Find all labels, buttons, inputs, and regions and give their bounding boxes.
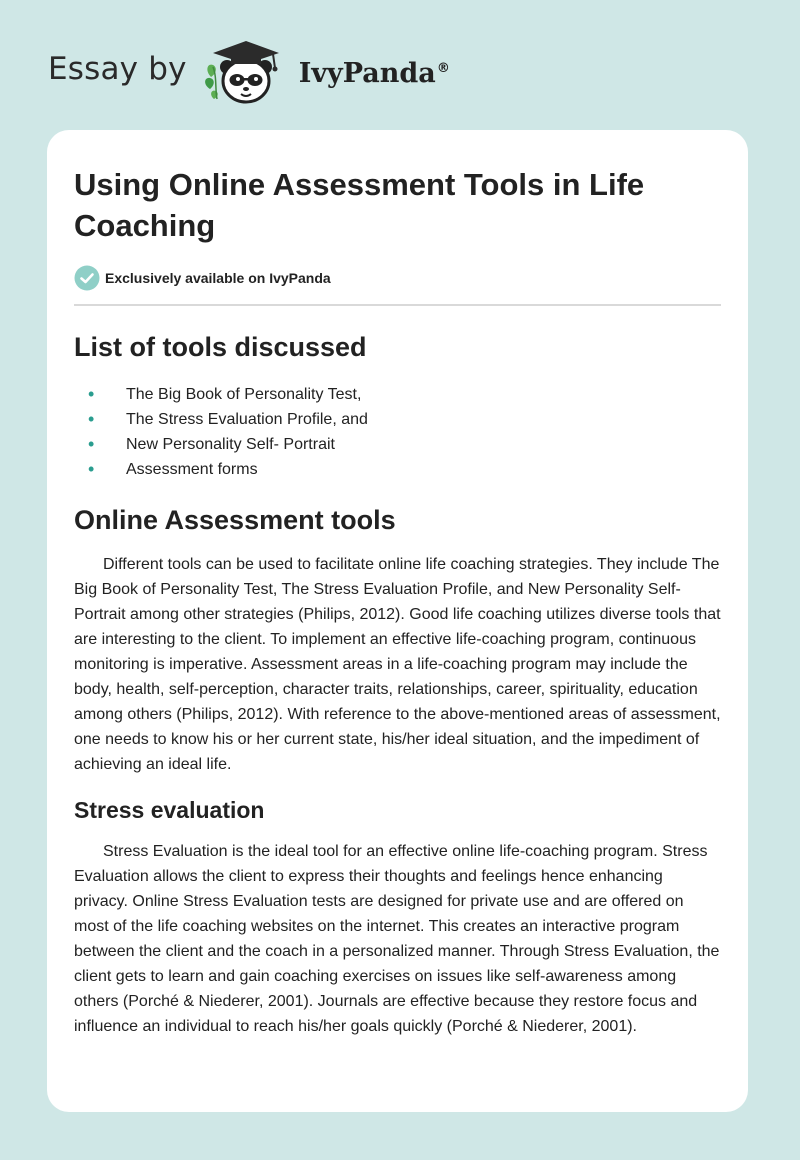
list-item-text: Assessment forms: [126, 461, 258, 478]
section-heading-tools-list: List of tools discussed: [74, 332, 367, 362]
brand-prefix: Essay by: [48, 51, 187, 87]
list-item: [74, 407, 721, 432]
list-item: [74, 382, 721, 407]
bullet-dot-icon: •: [88, 384, 95, 404]
title-divider: [74, 304, 721, 306]
brand-name-text: IvyPanda: [298, 57, 436, 89]
panda-graduate-logo-icon: [201, 37, 293, 107]
essay-card: [47, 130, 748, 1112]
exclusive-badge: [74, 264, 721, 292]
exclusive-badge-label: Exclusively available on IvyPanda: [105, 270, 331, 286]
registered-mark: ®: [436, 60, 450, 76]
stress-evaluation-paragraph: Stress Evaluation is the ideal tool for an effective online life-coaching program. Stress Evaluation allows the client to express their thoughts and feelings hence enhancing privacy. Online Stress Evaluation tests are designed for private use and are offered on most of the life coaching websites on the internet. This creates an interactive program between the client and the coach in a personalized manner. Through Stress Evaluation, the client gets to learn and gain coaching exercises on issues like self-awareness among others (Porché & Niederer, 2001). Journals are effective because they restore focus and influence an individual to reach his/her goals quickly (Porché & Niederer, 2001).: [74, 843, 720, 1035]
list-item: [74, 432, 721, 457]
list-item: [74, 457, 721, 482]
bullet-dot-icon: •: [88, 409, 95, 429]
brand-name: [299, 58, 450, 89]
tools-list: [74, 382, 721, 482]
page-title: Using Online Assessment Tools in Life Coaching: [74, 167, 645, 243]
bullet-dot-icon: •: [88, 459, 95, 479]
check-circle-icon: [74, 265, 100, 291]
online-tools-paragraph: Different tools can be used to facilitate online life coaching strategies. They include The Big Book of Personality Test, The Stress Evaluation Profile, and New Personality Self- Portrait among other strategies (Philips, 2012). Good life coaching utilizes diverse tools that are interesting to the client. To implement an effective life-coaching program, continuous monitoring is imperative. Assessment areas in a life-coaching program may include the body, health, self-perception, character traits, relationships, career, spirituality, education among others (Philips, 2012). With reference to the above-mentioned areas of assessment, one needs to know his or her current state, his/her ideal situation, and the impediment of achieving an ideal life.: [74, 556, 721, 773]
brand-header[interactable]: [48, 36, 450, 108]
bullet-dot-icon: •: [88, 434, 95, 454]
list-item-text: The Stress Evaluation Profile, and: [126, 411, 368, 428]
section-heading-stress-evaluation: Stress evaluation: [74, 797, 265, 823]
list-item-text: The Big Book of Personality Test,: [126, 386, 362, 403]
section-heading-online-tools: Online Assessment tools: [74, 505, 396, 535]
list-item-text: New Personality Self- Portrait: [126, 436, 335, 453]
